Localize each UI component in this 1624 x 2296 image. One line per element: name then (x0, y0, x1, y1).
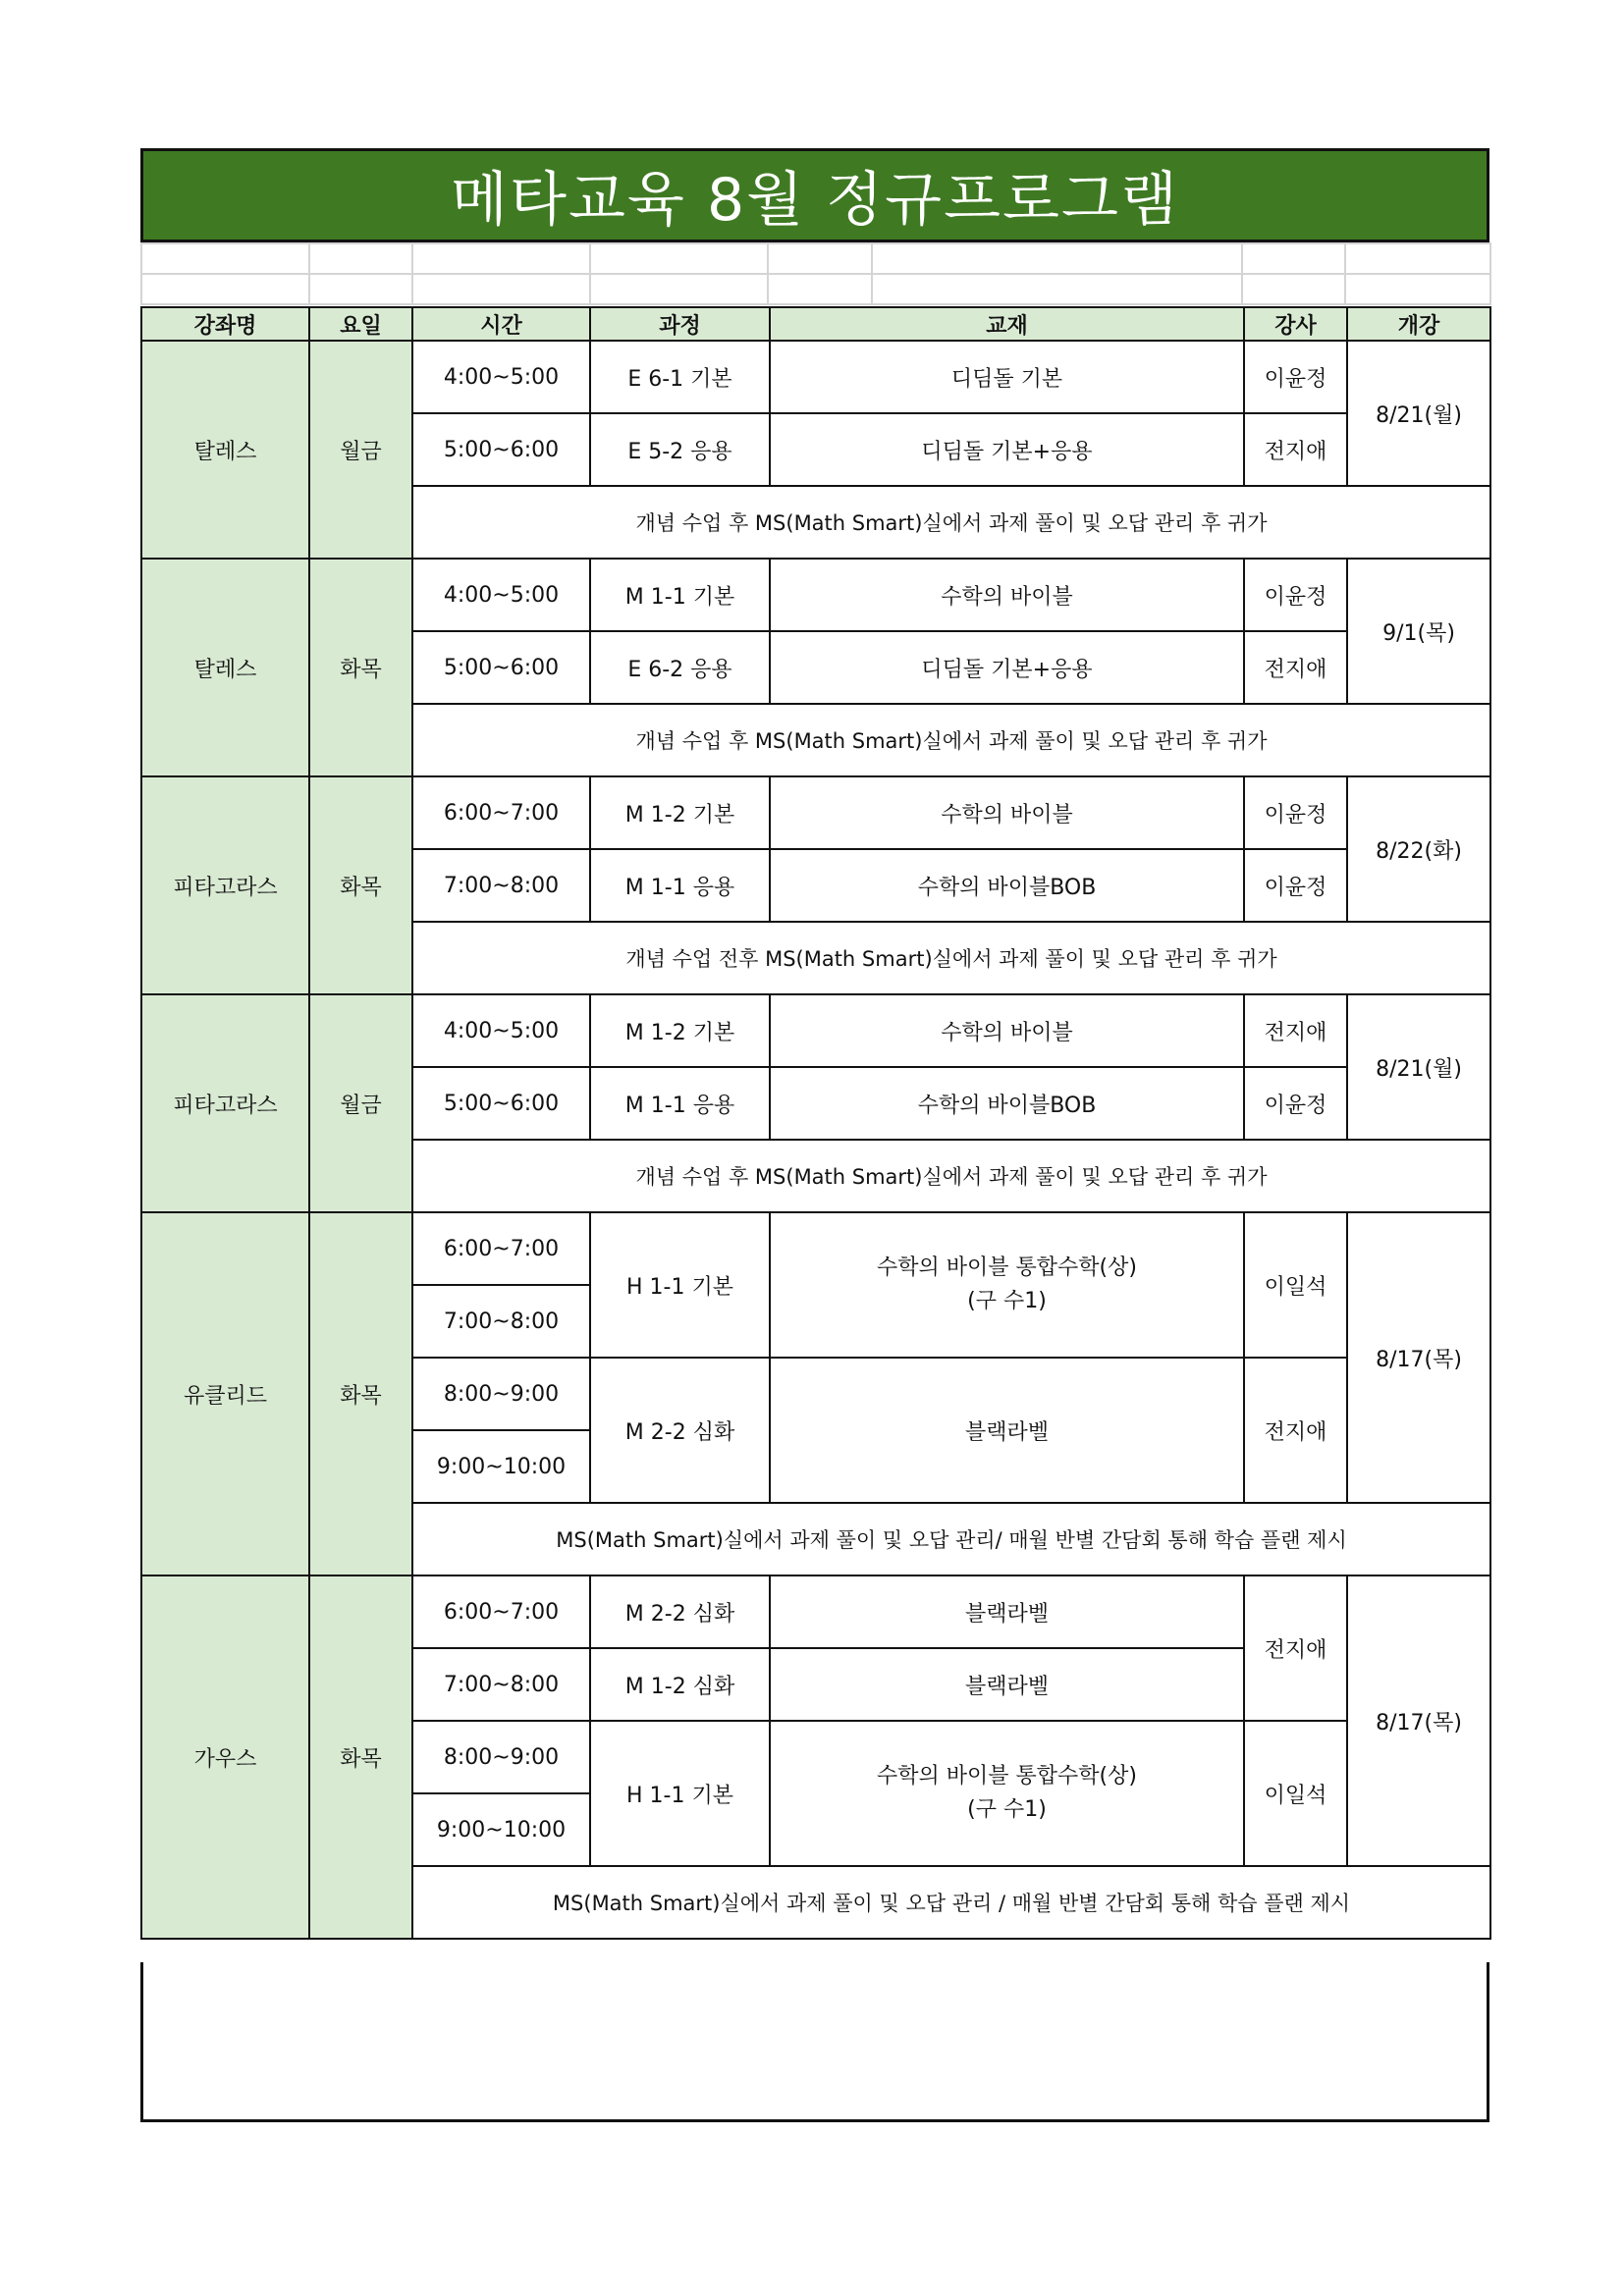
class-level: H 1-1 기본 (590, 1212, 770, 1358)
class-time: 5:00~6:00 (412, 1067, 590, 1140)
textbook: 디딤돌 기본+응용 (770, 631, 1244, 704)
class-time: 8:00~9:00 (412, 1721, 590, 1793)
class-note: MS(Math Smart)실에서 과제 풀이 및 오답 관리 / 매월 반별 간담회 통해 학습 플랜 제시 (412, 1866, 1490, 1939)
header-textbook: 교재 (770, 307, 1244, 341)
class-note: MS(Math Smart)실에서 과제 풀이 및 오답 관리/ 매월 반별 간담회 통해 학습 플랜 제시 (412, 1503, 1490, 1575)
class-time: 4:00~5:00 (412, 559, 590, 631)
class-time: 7:00~8:00 (412, 1648, 590, 1721)
class-note: 개념 수업 후 MS(Math Smart)실에서 과제 풀이 및 오답 관리 후 귀가 (412, 704, 1490, 776)
page-title: 메타교육 8월 정규프로그램 (451, 166, 1179, 235)
class-note: 개념 수업 전후 MS(Math Smart)실에서 과제 풀이 및 오답 관리 후 귀가 (412, 922, 1490, 994)
teacher: 전지애 (1244, 1358, 1347, 1503)
table-row (141, 1212, 1490, 1285)
teacher: 전지애 (1244, 413, 1347, 486)
header-start-date: 개강 (1347, 307, 1490, 341)
textbook: 디딤돌 기본+응용 (770, 413, 1244, 486)
class-days: 월금 (309, 341, 412, 559)
course-name: 유클리드 (141, 1212, 309, 1575)
teacher: 이윤정 (1244, 341, 1347, 413)
course-name: 가우스 (141, 1575, 309, 1939)
textbook: 수학의 바이블 (770, 559, 1244, 631)
class-level: H 1-1 기본 (590, 1721, 770, 1866)
class-time: 9:00~10:00 (412, 1430, 590, 1503)
class-level: M 1-2 기본 (590, 776, 770, 849)
empty-footer-box (140, 1962, 1489, 2122)
class-days: 화목 (309, 1212, 412, 1575)
class-level: M 1-1 기본 (590, 559, 770, 631)
textbook: 블랙라벨 (770, 1358, 1244, 1503)
header-time: 시간 (412, 307, 590, 341)
class-days: 화목 (309, 776, 412, 994)
header-teacher: 강사 (1244, 307, 1347, 341)
class-time: 7:00~8:00 (412, 1285, 590, 1358)
start-date: 8/21(월) (1347, 341, 1490, 486)
class-level: M 1-1 응용 (590, 1067, 770, 1140)
class-level: M 2-2 심화 (590, 1575, 770, 1648)
teacher: 이윤정 (1244, 559, 1347, 631)
header-days: 요일 (309, 307, 412, 341)
class-time: 4:00~5:00 (412, 994, 590, 1067)
class-days: 화목 (309, 1575, 412, 1939)
teacher: 전지애 (1244, 994, 1347, 1067)
class-time: 4:00~5:00 (412, 341, 590, 413)
class-level: M 2-2 심화 (590, 1358, 770, 1503)
start-date: 8/17(목) (1347, 1575, 1490, 1866)
class-level: E 5-2 응용 (590, 413, 770, 486)
class-time: 6:00~7:00 (412, 1575, 590, 1648)
header-row (141, 307, 1490, 341)
class-level: E 6-1 기본 (590, 341, 770, 413)
textbook: 블랙라벨 (770, 1648, 1244, 1721)
class-time: 7:00~8:00 (412, 849, 590, 922)
class-time: 5:00~6:00 (412, 413, 590, 486)
class-level: M 1-1 응용 (590, 849, 770, 922)
course-name: 피타고라스 (141, 776, 309, 994)
table-row (141, 994, 1490, 1067)
textbook: 수학의 바이블 (770, 994, 1244, 1067)
teacher: 전지애 (1244, 1575, 1347, 1721)
textbook: 수학의 바이블BOB (770, 849, 1244, 922)
class-level: E 6-2 응용 (590, 631, 770, 704)
course-name: 피타고라스 (141, 994, 309, 1212)
class-time: 6:00~7:00 (412, 776, 590, 849)
class-time: 6:00~7:00 (412, 1212, 590, 1285)
teacher: 이윤정 (1244, 776, 1347, 849)
teacher: 이윤정 (1244, 1067, 1347, 1140)
course-name: 탈레스 (141, 341, 309, 559)
textbook: 수학의 바이블 통합수학(상) (구 수1) (770, 1721, 1244, 1866)
start-date: 8/17(목) (1347, 1212, 1490, 1503)
table-row (141, 776, 1490, 849)
table-row (141, 559, 1490, 631)
textbook: 디딤돌 기본 (770, 341, 1244, 413)
textbook: 수학의 바이블 (770, 776, 1244, 849)
schedule-table (140, 306, 1491, 1940)
teacher: 이일석 (1244, 1721, 1347, 1866)
teacher: 이윤정 (1244, 849, 1347, 922)
class-note: 개념 수업 후 MS(Math Smart)실에서 과제 풀이 및 오답 관리 후 귀가 (412, 486, 1490, 559)
class-time: 5:00~6:00 (412, 631, 590, 704)
class-days: 화목 (309, 559, 412, 776)
teacher: 이일석 (1244, 1212, 1347, 1358)
header-course: 강좌명 (141, 307, 309, 341)
class-level: M 1-2 기본 (590, 994, 770, 1067)
class-time: 9:00~10:00 (412, 1793, 590, 1866)
start-date: 9/1(목) (1347, 559, 1490, 704)
header-level: 과정 (590, 307, 770, 341)
empty-spreadsheet-rows (140, 242, 1491, 305)
textbook: 수학의 바이블 통합수학(상) (구 수1) (770, 1212, 1244, 1358)
course-name: 탈레스 (141, 559, 309, 776)
title-banner (140, 148, 1489, 242)
class-level: M 1-2 심화 (590, 1648, 770, 1721)
class-note: 개념 수업 후 MS(Math Smart)실에서 과제 풀이 및 오답 관리 후 귀가 (412, 1140, 1490, 1212)
textbook: 수학의 바이블BOB (770, 1067, 1244, 1140)
teacher: 전지애 (1244, 631, 1347, 704)
class-time: 8:00~9:00 (412, 1358, 590, 1430)
textbook: 블랙라벨 (770, 1575, 1244, 1648)
start-date: 8/22(화) (1347, 776, 1490, 922)
table-row (141, 1575, 1490, 1648)
class-days: 월금 (309, 994, 412, 1212)
start-date: 8/21(월) (1347, 994, 1490, 1140)
table-row (141, 341, 1490, 413)
